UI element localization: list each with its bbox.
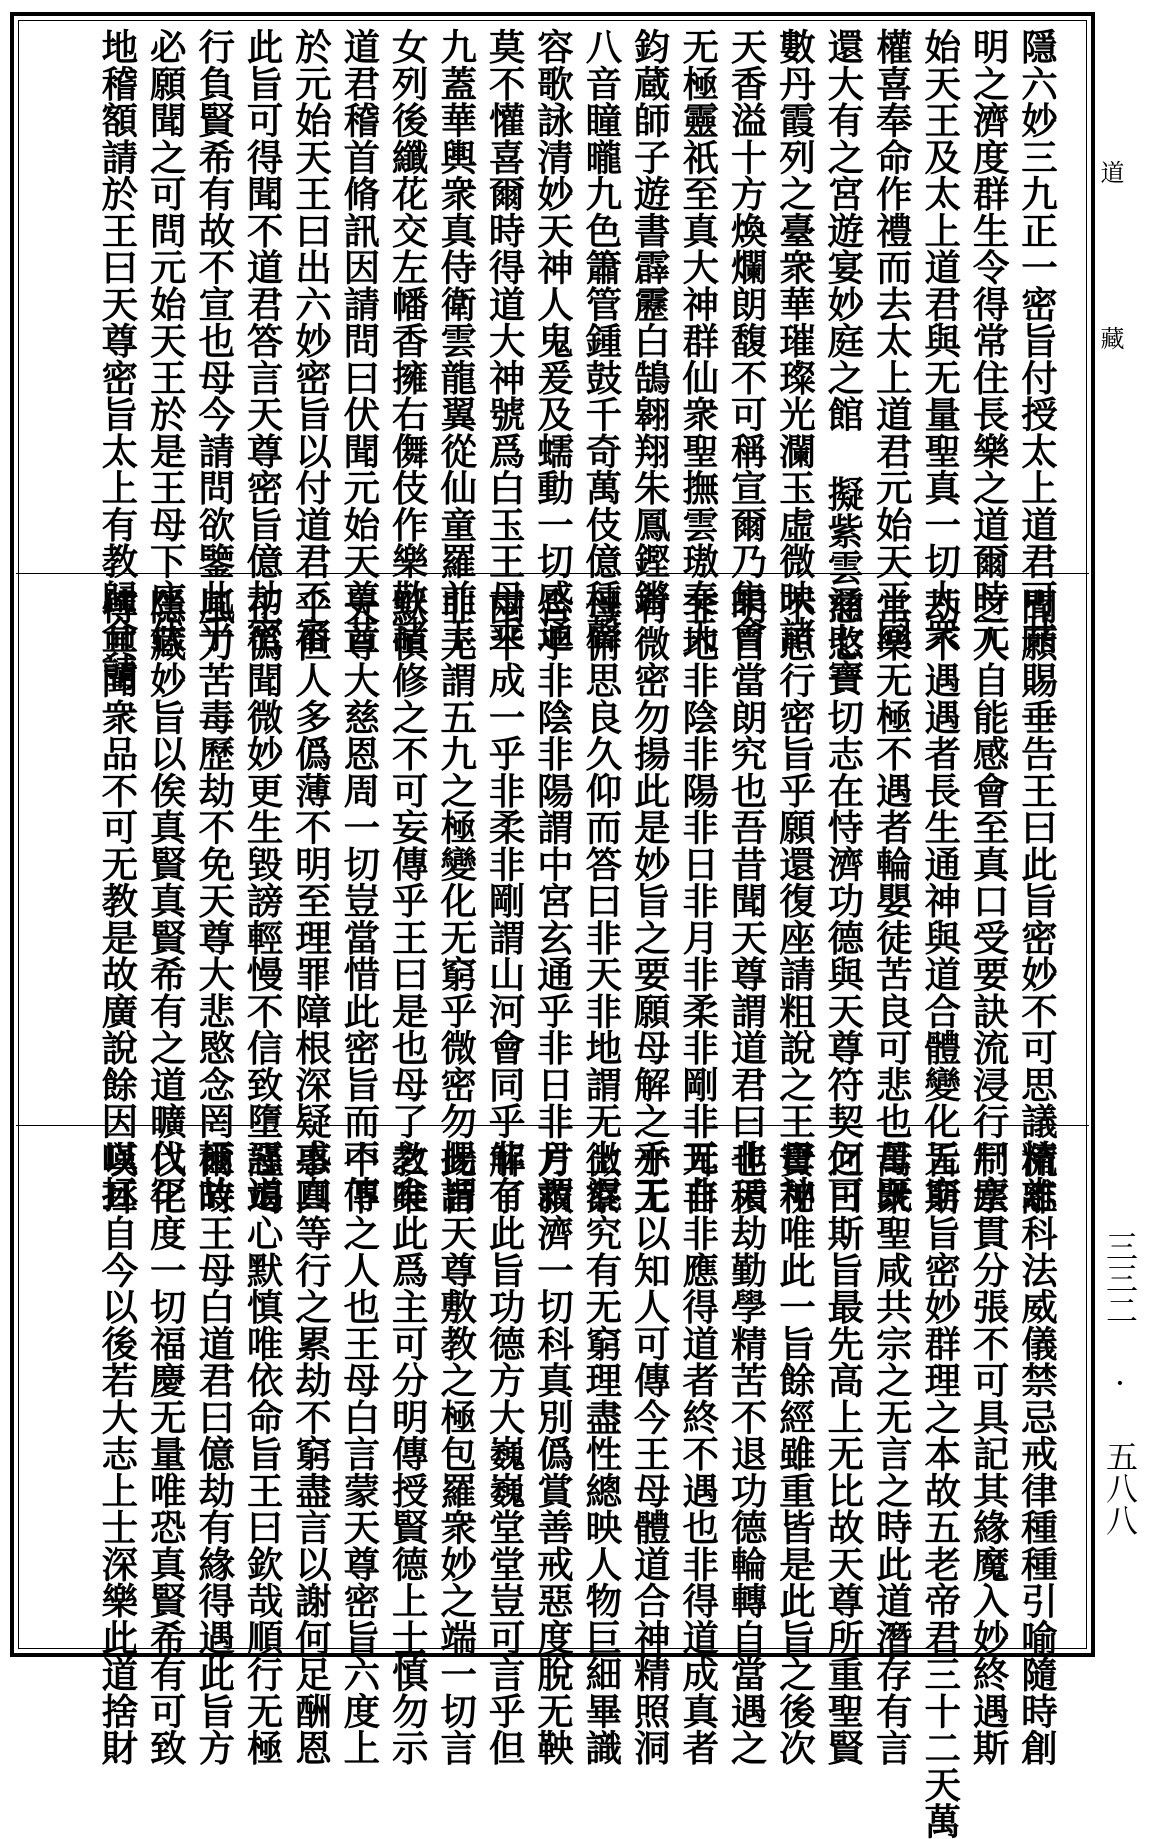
text-column: 萬衆聖咸共宗之无言之時此道潛存有言: [870, 1141, 914, 1766]
text-column: 天香溢十方煥爛朗馥不可稱宣爾乃集會: [725, 28, 769, 653]
text-column: 傳其聞衆品不可无教是故廣說餘因以拯: [95, 588, 139, 1213]
text-column: 非地非陰非陽非日非月非柔非剛非无非: [676, 588, 720, 1213]
text-column: 九蓋華輿衆真侍衛雲龍翼從仙童羅前玉: [434, 28, 478, 653]
text-column: 還大有之宮遊宴妙庭之館 擬紫雲涌七寶: [821, 28, 865, 696]
text-column: 微察究有无窮理盡性總映人物巨細畢識: [579, 1141, 623, 1766]
text-column: 亦无以知人可傳今王母體道合神精照洞: [628, 1141, 672, 1766]
text-column: 事四等行之累劫不窮盡言以謝何足酬恩: [289, 1141, 333, 1766]
text-column: 隱六妙三九正一密旨付授太上道君可共: [1015, 28, 1059, 653]
text-column: 八音瞳曨九色簫管鍾鼓千奇萬伎億種聲: [579, 28, 623, 653]
page-folio: 三三二 · 五八八: [1101, 1230, 1139, 1536]
text-column: 明之濟度群生令得常住長樂之道爾時元: [967, 28, 1011, 653]
text-column: 不思行密旨乎願還復座請粗說之王母神: [773, 588, 817, 1213]
text-column: 中下之人也王母白言蒙天尊密旨六度上: [337, 1141, 381, 1766]
text-column: 解了此旨功德方大巍巍堂堂豈可言乎但: [483, 1141, 527, 1766]
text-column: 天尊大慈恩周一切豈當惜此密旨而不傳: [337, 588, 381, 1213]
text-column: 於元始天王曰出六妙密旨以付道君不審: [289, 28, 333, 653]
text-column: 始天王及太上道君與无量聖真一切大衆: [918, 28, 962, 653]
collection-title-zang: 藏: [1096, 326, 1124, 350]
text-column: 數丹霞列之臺衆華璀璨光瀾玉虛微映諸: [773, 28, 817, 653]
text-column: 以化度一切福慶无量唯恐真賢希有可致: [144, 1141, 188, 1766]
text-column: 正僞聞微妙更生毀謗輕慢不信致墮惡道: [241, 588, 285, 1213]
text-column: 方救濟一切科真別僞賞善戒惡度脫无鞅: [531, 1141, 575, 1766]
text-column: 寶秘唯此一旨餘經雖重皆是此旨之後次: [773, 1141, 817, 1766]
collection-title-dao: 道: [1096, 160, 1124, 184]
text-column: 流離科法威儀禁忌戒律種種引喻隨時創: [1015, 1141, 1059, 1766]
text-column: 劫不遇遇者長生通神與道合體變化无窮: [918, 588, 962, 1213]
text-column: 之曰斯旨最先高上无比故天尊所重聖賢: [821, 1141, 865, 1766]
text-column: 行負賢希有故不宣也母今請問欲鑒此乎: [192, 28, 236, 653]
text-column: 之人自能感會至真口受要訣流浸行尸塵: [967, 588, 1011, 1213]
text-column: 旨斯旨密妙群理之本故五老帝君三十二天萬: [918, 1141, 962, 1839]
text-column: 常樂无極不遇者輪嬰徒苦良可悲也母既: [870, 588, 914, 1213]
text-column: 教唯此爲主可分明傳授賢德上士慎勿示: [386, 1141, 430, 1766]
text-column: 隱藏妙旨以俟真賢真賢希有之道曠代罕: [144, 588, 188, 1213]
text-column: 爾時王母白道君曰億劫有緣得遇此旨方: [192, 1141, 236, 1766]
text-column: 女列後纖花交左幡香擁右儛伎作樂敬諸: [386, 28, 430, 653]
text-column: 鈞蔵師子遊書霹靂白鵠翱翔朱鳳鏗鏘: [628, 28, 672, 616]
text-column: 制宗貫分張不可具記其緣魔入妙終遇斯: [967, 1141, 1011, 1766]
text-column: 合乎非陰非陽謂中宮玄通乎非日非月謂: [531, 588, 575, 1213]
text-column: 明自當朗究也吾昔聞天尊謂道君曰非天: [725, 588, 769, 1213]
text-column: 聞願賜垂告王曰此旨密妙不可思議精志: [1015, 588, 1059, 1213]
text-column: 嘆耳自今以後若大志上士深樂此道捨財: [95, 1141, 139, 1766]
text-column: 莫不懽喜爾時得道大神號爲白玉王母乘: [483, 28, 527, 653]
text-column: 默慎修之不可妄傳乎王曰是也母了之矣: [386, 588, 430, 1213]
text-column: 此旨可得聞不道君答言天尊密旨億劫密: [241, 28, 285, 653]
text-column: 必願聞之可問元始天王於是王母下座伏: [144, 28, 188, 653]
text-column: 有微密勿揚此是妙旨之要願母解之乎王: [628, 588, 672, 1213]
text-column: 道君稽首脩訊因請問曰伏聞元始天尊昔: [337, 28, 381, 653]
text-column: 乎但人多僞薄不明至理罪障根深疑惑真: [289, 588, 333, 1213]
text-column: 慈愍一切志在恃濟功德與天尊符契何可: [821, 588, 865, 1213]
text-column: 耳自非應得道者終不遇也非得道成真者: [676, 1141, 720, 1766]
text-column: 權喜奉命作禮而去太上道君元始天王同: [870, 28, 914, 653]
text-column: 容歌詠清妙天神人鬼爰及蠕動一切感通: [531, 28, 575, 653]
text-column: 也積劫勤學精苦不退功德輪轉自當遇之: [725, 1141, 769, 1766]
text-column: 地稽額請於王曰天尊密旨太上有教歸命請: [95, 28, 139, 690]
text-column: 非无謂五九之極變化无窮乎微密勿揚謂: [434, 588, 478, 1213]
text-column: 无極靈祇至真大神群仙衆聖撫雲璈奏天: [676, 28, 720, 653]
text-column: 謹竭心默慎唯依命旨王曰欽哉順行无極: [241, 1141, 285, 1766]
text-column: 兩半成一乎非柔非剛謂山河會同乎非有: [483, 588, 527, 1213]
text-column: 風刀苦毒歷劫不免天尊大悲愍念罔極故: [192, 588, 236, 1213]
text-column: 母俯思良久仰而答曰非天非地謂无上混: [579, 588, 623, 1213]
text-column: 此旨天尊敷教之極包羅衆妙之端一切言: [434, 1141, 478, 1766]
